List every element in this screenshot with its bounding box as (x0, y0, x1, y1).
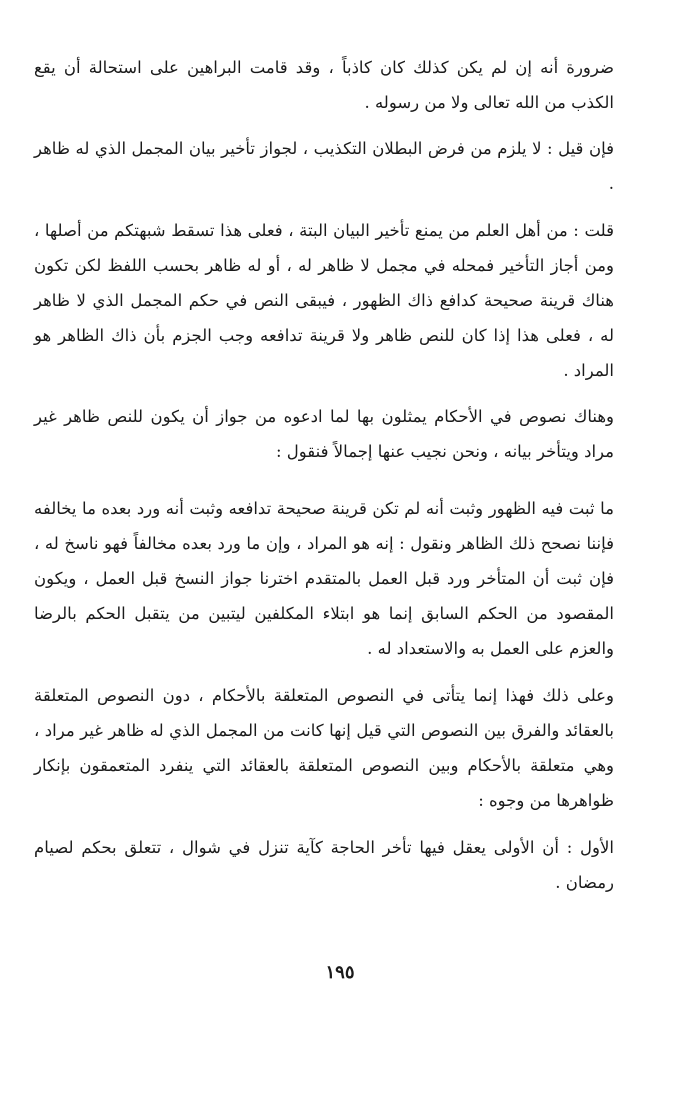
paragraph-5: ما ثبت فيه الظهور وثبت أنه لم تكن قرينة صحيحة تدافعه وثبت أنه ورد بعده ما يخالفه فإننا نصحح ذلك الظاهر ونقول : إنه هو المراد ، وإن ما ورد بعده مخالفاً فهو ناسخ له ، فإن ثبت أن المتأخر ورد قبل العمل بالمتقدم اخترنا جواز النسخ قبل العمل ، ويكون المقصود من الحكم السابق إنما هو ابتلاء المكلفين ليتبين من يتقبل الحكم بالرضا والعزم على العمل به والاستعداد له . (34, 499, 614, 658)
page-number: ١٩٥ (325, 962, 355, 983)
body-text (34, 50, 614, 900)
paragraph-7: الأول : أن الأولى يعقل فيها تأخر الحاجة كآية تنزل في شوال ، تتعلق بحكم لصيام رمضان . (34, 838, 614, 892)
paragraph-1: ضرورة أنه إن لم يكن كذلك كان كاذباً ، وقد قامت البراهين على استحالة أن يقع الكذب من الله تعالى ولا من رسوله . (34, 58, 614, 112)
paragraph-6: وعلى ذلك فهذا إنما يتأتى في النصوص المتعلقة بالأحكام ، دون النصوص المتعلقة بالعقائد والفرق بين النصوص التي قيل إنها كانت من المجمل الذي له ظاهر غير مراد ، وهي متعلقة بالأحكام وبين النصوص المتعلقة بالعقائد التي ينفرد المتعمقون بإنكار ظواهرها من وجوه : (34, 686, 614, 810)
paragraph-3: قلت : من أهل العلم من يمنع تأخير البيان البتة ، فعلى هذا تسقط شبهتكم من أصلها ، ومن أجاز التأخير فمحله في مجمل لا ظاهر له ، أو له ظاهر بحسب اللفظ لكن تكون هناك قرينة صحيحة كدافع ذاك الظهور ، فيبقى النص في حكم المجمل الذي لا ظاهر له ، فعلى هذا إذا كان للنص ظاهر ولا قرينة تدافعه وجب الجزم بأن ذاك الظاهر هو المراد . (34, 221, 614, 380)
paragraph-4: وهناك نصوص في الأحكام يمثلون بها لما ادعوه من جواز أن يكون للنص ظاهر غير مراد ويتأخر بيانه ، ونحن نجيب عنها إجمالاً فنقول : (34, 407, 614, 461)
paragraph-2: فإن قيل : لا يلزم من فرض البطلان التكذيب ، لجواز تأخير بيان المجمل الذي له ظاهر . (34, 139, 614, 193)
